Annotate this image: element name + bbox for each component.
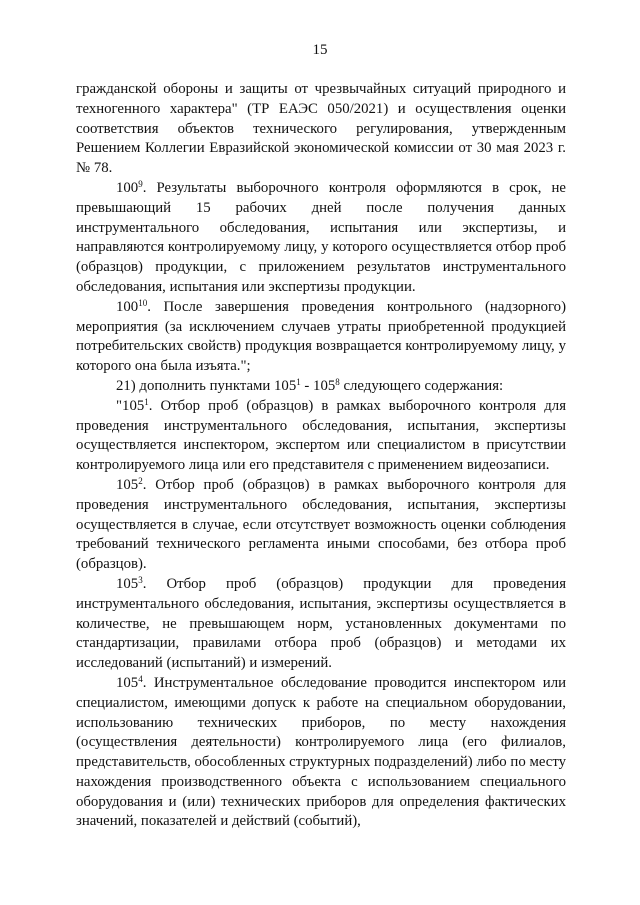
paragraph-text: 100 [116, 179, 139, 196]
paragraph-text: гражданской обороны и защиты от чрезвычайных ситуаций природного и техногенного характера" (ТР ЕАЭС 050/2021) и осуществления оценки соответствия объектов технического регулирования, утвержденным Решением Коллегии Евразийской экономической комиссии от 30 мая 2023 г. № 78. [76, 81, 566, 177]
paragraph [76, 298, 566, 377]
paragraph-text: 105 [116, 575, 139, 592]
superscript: 3 [138, 574, 143, 585]
paragraph [76, 575, 566, 674]
superscript: 2 [138, 475, 143, 486]
paragraph [76, 179, 566, 298]
paragraph [76, 476, 566, 575]
paragraph [76, 377, 566, 397]
paragraph-text: 105 [116, 476, 139, 493]
superscript: 1 [144, 396, 149, 407]
paragraph [76, 397, 566, 476]
page-number: 15 [312, 42, 328, 58]
document-body [76, 80, 566, 832]
paragraph [76, 674, 566, 832]
superscript: 4 [138, 673, 143, 684]
paragraph-text: . Отбор проб (образцов) в рамках выборочного контроля для проведения инструментального обследования, испытания, экспертизы осуществляется инспектором, экспертом или специалистом в присутствии контролируемого лица или его представителя с применением видеозаписи. [76, 397, 566, 474]
paragraph-text: . Отбор проб (образцов) в рамках выборочного контроля для проведения инструментального обследования, испытания, экспертизы осуществляется в случае, если отсутствует возможность оценки соблюдения требований технического регламента иными способами, без отбора проб (образцов). [76, 476, 566, 573]
paragraph-text: 21) дополнить пунктами 105 [116, 377, 297, 394]
paragraph-text: следующего содержания: [339, 377, 504, 394]
paragraph [76, 80, 566, 179]
superscript: 8 [335, 376, 340, 387]
paragraph-text: - 105 [300, 377, 336, 394]
paragraph-text: . После завершения проведения контрольного (надзорного) мероприятия (за исключением случаев утраты приобретенной продукцией потребительских свойств) продукция возвращается контролируемому лицу, у которого она была изъята."; [76, 298, 566, 375]
paragraph-text: . Отбор проб (образцов) продукции для проведения инструментального обследования, испытания, экспертизы осуществляется в количестве, не превышающем норм, установленных документами по стандартизации, правилами отбора проб (образцов) и методами их исследований (испытаний) и измерений. [76, 575, 566, 672]
paragraph-text: 105 [116, 674, 139, 691]
superscript: 1 [296, 376, 301, 387]
paragraph-text: 100 [116, 298, 139, 315]
superscript: 9 [138, 178, 143, 189]
paragraph-text: . Результаты выборочного контроля оформляются в срок, не превышающий 15 рабочих дней после получения данных инструментального обследования, испытания или экспертизы, и направляются контролируемому лицу, у которого осуществляется отбор проб (образцов) продукции, с приложением результатов инструментального обследования, испытания или экспертизы продукции. [76, 179, 566, 295]
paragraph-text: "105 [116, 397, 145, 414]
paragraph-text: . Инструментальное обследование проводится инспектором или специалистом, имеющими допуск к работе на специальном оборудовании, использованию технических приборов, по месту нахождения (осуществления деятельности) контролируемого лица (его филиалов, представительств, обособленных структурных подразделений) либо по месту нахождения производственного объекта с использованием специального оборудования и (или) технических приборов для определения фактических значений, показателей и действий (событий), [76, 674, 566, 830]
superscript: 10 [138, 297, 148, 308]
